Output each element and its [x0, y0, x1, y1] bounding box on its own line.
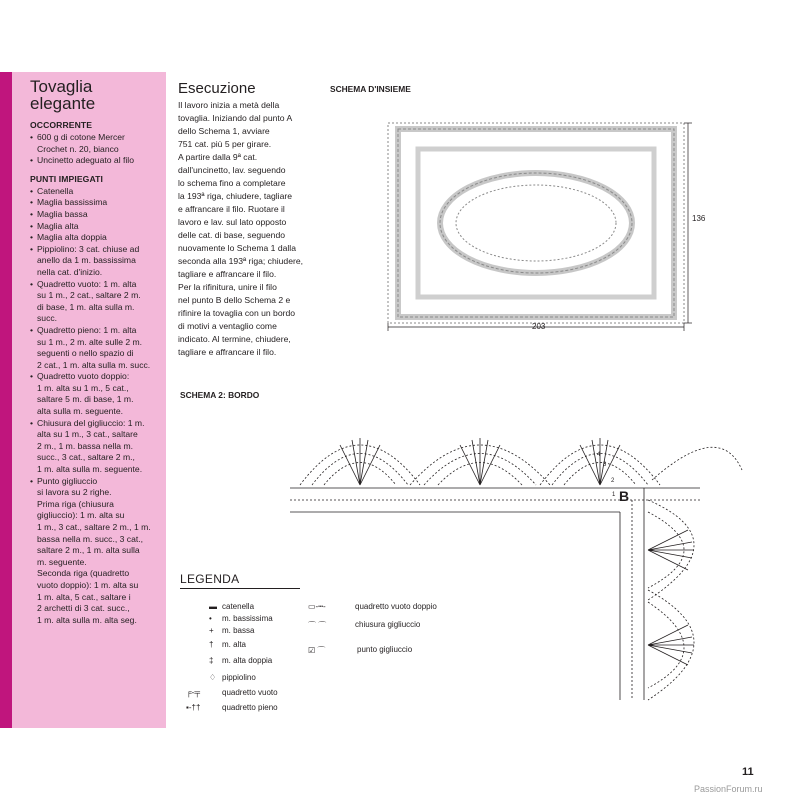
- row-number-2: 2: [611, 478, 615, 484]
- height-label: 136: [692, 214, 706, 223]
- punti-item: • Maglia alta doppia: [30, 232, 160, 244]
- page-number: 11: [742, 766, 754, 778]
- execution-line: indicato. Al termine, chiudere,: [178, 334, 291, 344]
- punti-item: • Maglia alta: [30, 221, 160, 233]
- schema-bordo-title: SCHEMA 2: BORDO: [180, 390, 260, 400]
- picot-symbol: ♢: [209, 673, 217, 682]
- treble-crochet-symbol: ‡: [209, 656, 214, 665]
- materials-sidebar: [12, 72, 166, 728]
- execution-line: lavoro e lav. sul lato opposto: [178, 217, 287, 227]
- chain-symbol: ▬: [209, 602, 217, 611]
- punti-item: • Chiusura del gigliuccio: 1 m. alta su 1 m., 3 cat., saltare 2 m., 1 m. bassa nella m. succ., 3 cat., saltare 2 m., 1 m. alta sulla m. seguente.: [30, 418, 160, 476]
- execution-line: dall'uncinetto, lav. seguendo: [178, 165, 286, 175]
- legend-right-2: punto gigliuccio: [357, 645, 413, 654]
- execution-line: Per la rifinitura, unire il filo: [178, 282, 277, 292]
- fan-motifs-vertical: [648, 500, 694, 700]
- execution-line: 751 cat. più 5 per girare.: [178, 139, 272, 149]
- slip-stitch-symbol: •: [209, 614, 212, 623]
- execution-line: rifinire la tovaglia con un bordo: [178, 308, 296, 318]
- execution-line: seconda alla 193ª riga; chiudere,: [178, 256, 304, 266]
- tablecloth-outline: [388, 123, 684, 323]
- execution-line: dello Schema 1, avviare: [178, 126, 270, 136]
- point-b-label: B: [619, 488, 630, 504]
- occorrente-item: • Uncinetto adeguato al filo: [30, 155, 160, 167]
- central-oval: [440, 173, 632, 273]
- legend-item-7: quadretto pieno: [222, 703, 278, 712]
- schema-insieme-diagram: [370, 105, 710, 335]
- magenta-accent-bar: [0, 72, 12, 728]
- double-crochet-symbol: †: [209, 640, 214, 649]
- execution-line: di motivi a ventaglio come: [178, 321, 277, 331]
- execution-line: nuovamente lo Schema 1 dalla: [178, 243, 297, 253]
- punti-item: • Catenella: [30, 186, 160, 198]
- legend-item-6: quadretto vuoto: [222, 688, 278, 697]
- width-label: 203: [532, 322, 546, 331]
- watermark: PassionForum.ru: [694, 784, 763, 794]
- occorrente-list: [30, 132, 160, 167]
- single-crochet-symbol: +: [209, 626, 214, 635]
- punti-list: [30, 186, 160, 627]
- legend-item-0: catenella: [222, 602, 255, 611]
- row-number-3: 3: [603, 462, 607, 468]
- execution-line: tovaglia. Iniziando dal punto A: [178, 113, 293, 123]
- punti-heading: PUNTI IMPIEGATI: [30, 173, 103, 184]
- filled-mesh-symbol: ▪-††: [186, 703, 201, 712]
- legend-item-3: m. alta: [222, 640, 247, 649]
- execution-line: nel punto B dello Schema 2 e: [178, 295, 291, 305]
- legend-item-1: m. bassissima: [222, 614, 273, 623]
- legend-title: LEGENDA: [180, 572, 240, 586]
- row-number-1: 1: [612, 492, 616, 498]
- legend-item-2: m. bassa: [222, 626, 255, 635]
- execution-section: [178, 81, 326, 359]
- execution-line: la 193ª riga, chiudere, tagliare: [178, 191, 293, 201]
- execution-line: tagliare e affrancare il filo.: [178, 347, 277, 357]
- schema-insieme-title: SCHEMA D'INSIEME: [330, 84, 411, 94]
- punti-item: • Quadretto pieno: 1 m. alta su 1 m., 2 m. alte sulle 2 m. seguenti o nello spazio di 2 cat., 1 m. alta sulla m. succ.: [30, 325, 160, 371]
- occorrente-heading: OCCORRENTE: [30, 120, 93, 130]
- inner-oval: [456, 185, 616, 261]
- punti-item: • Maglia bassissima: [30, 197, 160, 209]
- open-mesh-symbol: ╒-╤: [186, 688, 200, 697]
- legend-item-4: m. alta doppia: [222, 656, 273, 665]
- punti-item: • Quadretto vuoto: 1 m. alta su 1 m., 2 cat., saltare 2 m. di base, 1 m. alta sulla m. succ.: [30, 279, 160, 325]
- execution-line: Il lavoro inizia a metà della: [178, 100, 280, 110]
- lily-closure-symbol: ⌒ ⌒: [308, 621, 327, 630]
- execution-title: Esecuzione: [178, 80, 256, 97]
- execution-line: tagliare e affrancare il filo.: [178, 269, 277, 279]
- legend-right-1: chiusura gigliuccio: [355, 620, 421, 629]
- punti-item: • Quadretto vuoto doppio: 1 m. alta su 1 m., 5 cat., saltare 5 m. di base, 1 m. alta sulla m. seguente.: [30, 371, 160, 417]
- execution-text: [178, 99, 326, 359]
- execution-line: A partire dalla 9ª cat.: [178, 152, 258, 162]
- occorrente-item: • 600 g di cotone Mercer Crochet n. 20, bianco: [30, 132, 160, 155]
- execution-line: delle cat. di base, seguendo: [178, 230, 286, 240]
- punti-item: • Punto gigliuccio si lavora su 2 righe. Prima riga (chiusura gigliuccio): 1 m. alta su 1 m., 3 cat., saltare 2 m., 1 m. bassa nella m. succ., 3 cat., saltare 2 m., 1 m. alta sulla m. seguente. Seconda riga (quadretto vuoto doppio): 1 m. alta su 1 m. alta, 5 cat., saltare i 2 archetti di 3 cat. succ., 1 m. alta sulla m. alta seg.: [30, 476, 160, 627]
- double-open-mesh-symbol: ▭-┅-: [308, 602, 326, 611]
- execution-line: e affrancare il filo. Ruotare il: [178, 204, 285, 214]
- execution-line: lo schema fino a completare: [178, 178, 286, 188]
- punti-item: • Pippiolino: 3 cat. chiuse ad anello da 1 m. bassissima nella cat. d'inizio.: [30, 244, 160, 279]
- legend-right-0: quadretto vuoto doppio: [355, 602, 437, 611]
- schema-bordo-diagram: [280, 400, 760, 720]
- punti-item: • Maglia bassa: [30, 209, 160, 221]
- row-number-4: 4: [597, 452, 601, 458]
- sidebar-title: Tovaglia elegante: [30, 77, 96, 113]
- legend-item-5: pippiolino: [222, 673, 256, 682]
- fan-spokes: [340, 438, 694, 665]
- lily-stitch-symbol: ☑ ⌒: [308, 646, 326, 655]
- legend-divider: [180, 588, 300, 589]
